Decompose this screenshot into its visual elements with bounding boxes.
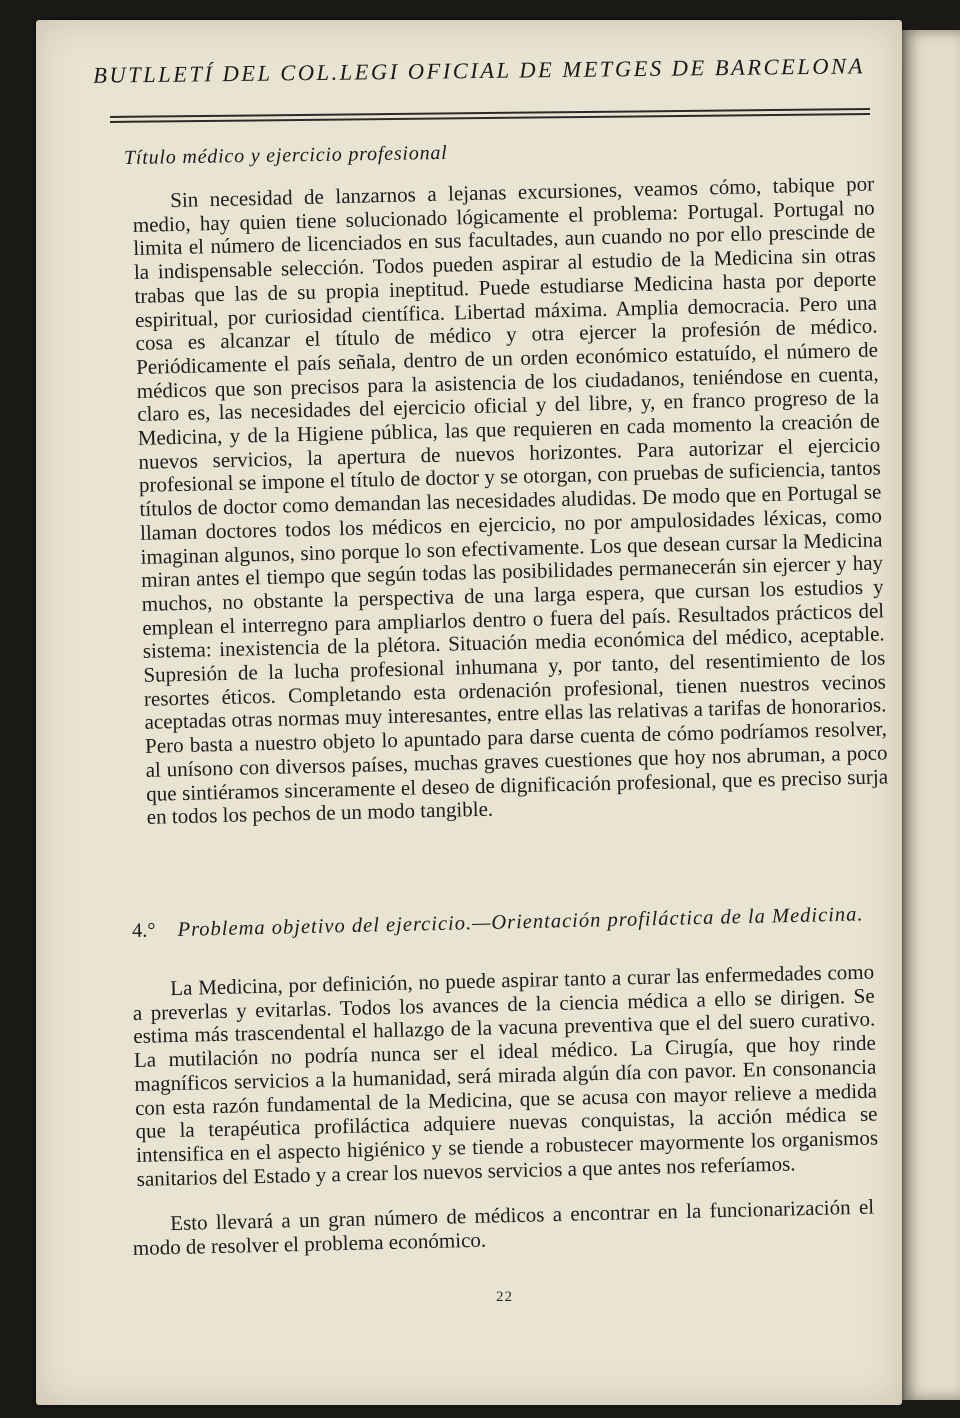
journal-header: BUTLLETÍ DEL COL.LEGI OFICIAL DE METGES DE BARCELONA: [93, 53, 865, 88]
page-number: 22: [496, 1289, 513, 1305]
paragraph-portugal: Sin necesidad de lanzarnos a lejanas excursiones, veamos cómo, tabique por medio, hay quien tiene solucionado lógicamente el problema: Portugal. Portugal no limita el número de licenciados en sus facultades, aun cuando no por ello prescinde de la indispensable selección. Todos pueden aspirar al estudio de la Medicina sin otras trabas que las de su propia ineptitud. Puede estudiarse Medicina hasta por deporte espiritual, por curiosidad científica. Libertad máxima. Amplia democracia. Pero una cosa es alcanzar el título de médico y otra ejercer la profesión de médico. Periódicamente el país señala, dentro de un orden económico estatuído, el número de médicos que son precisos para la asistencia de los ciudadanos, teniéndose en cuenta, claro es, las necesidades del ejercicio oficial y del libre, y, en franco progreso de la Medicina, y de la Higiene pública, las que requieren en cada momento la creación de nuevos servicios, la apertura de nuevos horizontes. Para autorizar el ejercicio profesional se impone el título de doctor y se otorgan, con pruebas de suficiencia, tantos títulos de doctor como demandan las necesidades aludidas. De modo que en Portugal se llaman doctores todos los médicos en ejercicio, no por ampulosidades léxicas, como imaginan algunos, sino porque lo son efectivamente. Los que desean cursar la Medicina miran antes el tiempo que según todas las posibilidades permanecerán sin ejercer y hay muchos, no obstante la perspectiva de una larga espera, que cursan los estudios y emplean el interregno para ampliarlos dentro o fuera del país. Resultados prácticos del sistema: inexistencia de la plétora. Situación media económica del médico, aceptable. Supresión de la lucha profesional inhumana y, por tanto, del resentimiento de los resortes éticos. Completando esta ordenación profesional, tienen nuestros vecinos aceptadas otras normas muy interesantes, entre ellas las relativas a tarifas de honorarios. Pero basta a nuestro objeto lo apuntado para darse cuenta de cómo podríamos resolver, al unísono con diversos países, muchas graves cuestiones que hoy nos abruman, a poco que sintiéramos sinceramente el deseo de dignificación profesional, que es preciso surja en todos los pechos de un modo tangible.: [132, 171, 889, 830]
subsection-number: 4.°: [131, 919, 156, 942]
paragraph-funcionarizacion: Esto llevará a un gran número de médicos a encontrar en la funcionarización el modo de resolver el problema económico.: [132, 1194, 875, 1260]
adjacent-page-edge: [902, 30, 960, 1400]
paragraph-medicina-preventiva: La Medicina, por definición, no puede aspirar tanto a curar las enfermedades como a preverlas y evitarlas. Todos los avances de la ciencia médica a ello se dirigen. Se estima más trascendental el hallazgo de la vacuna preventiva que el del suero curativo. La mutilación no podría nunca ser el ideal médico. La Cirugía, que hoy rinde magníficos servicios a la humanidad, será mirada algún día con pavor. En consonancia con esta razón fundamental de la Medicina, que se acusa con mayor relieve a medida que la terapéutica profiláctica adquiere nuevas conquistas, la acción médica se intensifica en el aspecto higiénico y se tiende a robustecer mayormente los organismos sanitarios del Estado y a crear los nuevos servicios a que antes nos referíamos.: [132, 959, 879, 1191]
section-title: Título médico y ejercicio profesional: [123, 141, 448, 169]
subsection-title: Problema objetivo del ejercicio.—Orientación profiláctica de la Medicina.: [177, 903, 864, 941]
